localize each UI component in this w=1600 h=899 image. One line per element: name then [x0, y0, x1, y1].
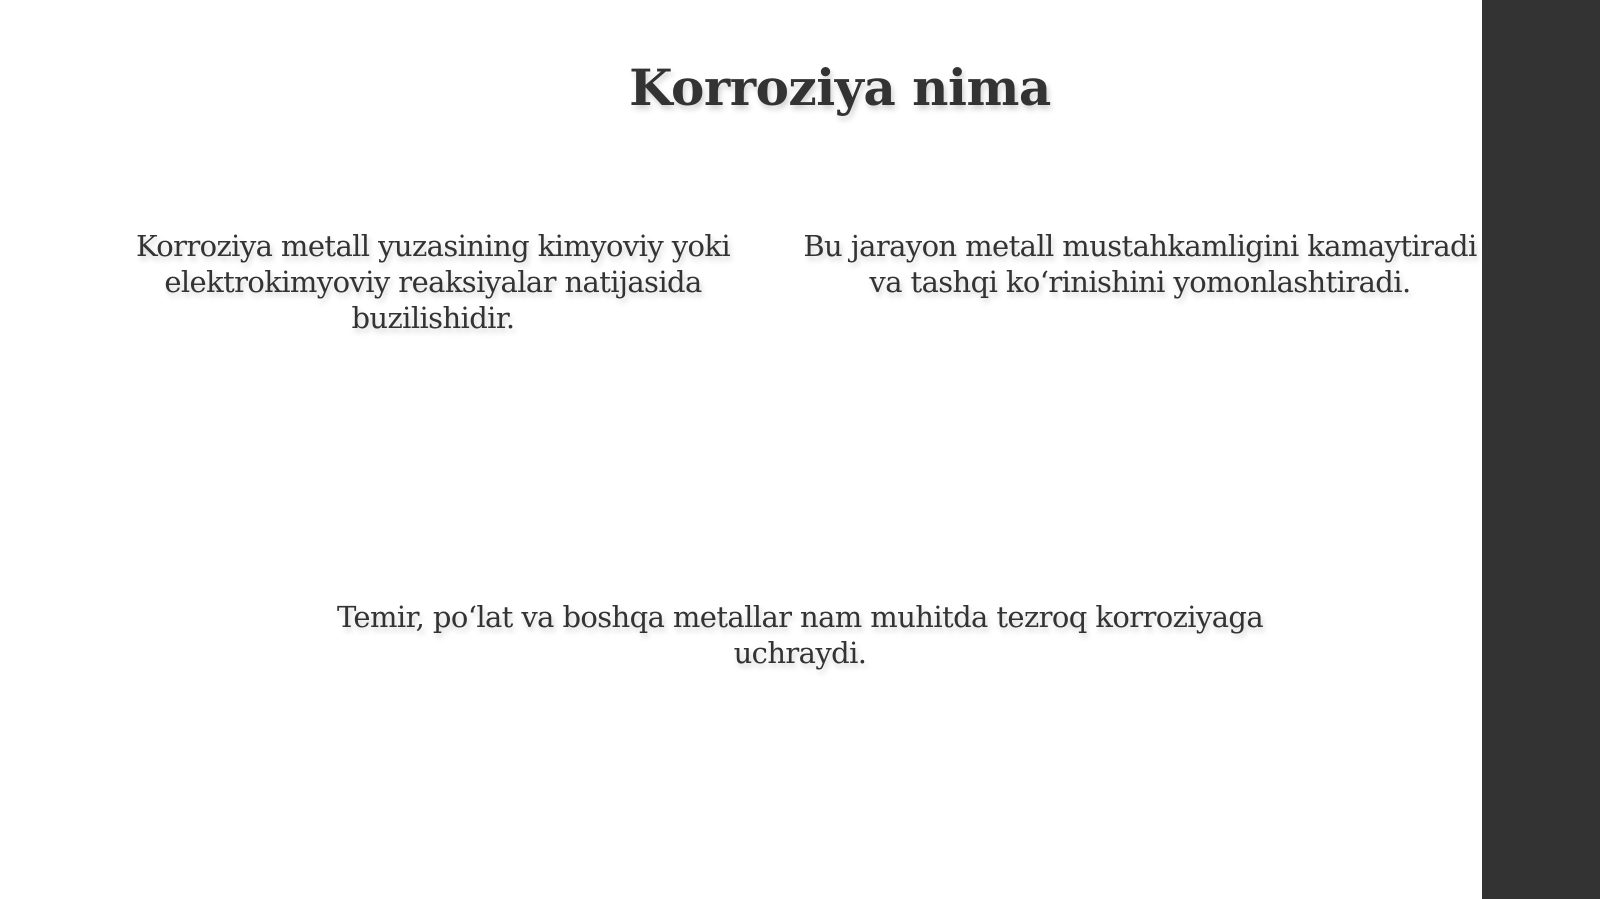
- right-column-text: Bu jarayon metall mustahkamligini kamaytiradi va tashqi ko‘rinishini yomonlashtiradi.: [803, 229, 1477, 299]
- left-column-text: Korroziya metall yuzasining kimyoviy yoki elektrokimyoviy reaksiyalar natijasida buzilishidir.: [135, 229, 731, 335]
- bottom-text: Temir, po‘lat va boshqa metallar nam muhitda tezroq korroziyaga uchraydi.: [336, 600, 1264, 670]
- side-panel: [1482, 0, 1600, 899]
- slide-title: Korroziya nima: [629, 58, 1051, 117]
